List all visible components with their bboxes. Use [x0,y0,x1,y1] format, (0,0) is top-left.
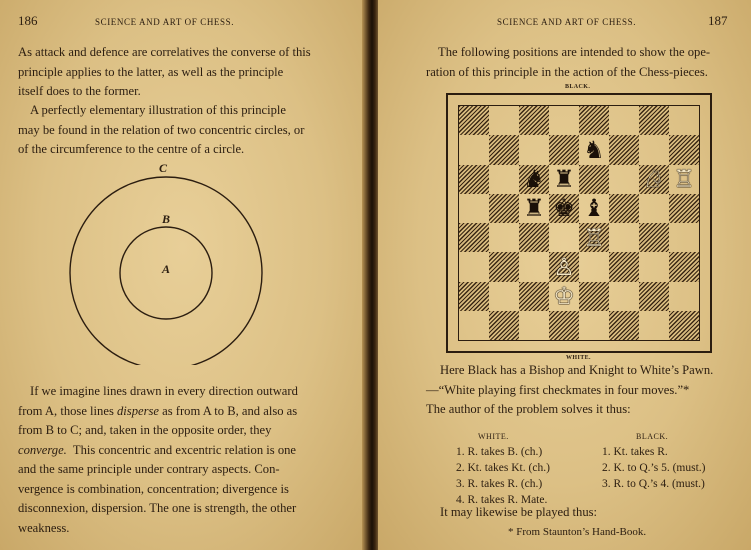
board-square [579,252,609,281]
move-white: 3. R. takes R. (ch.) [456,478,543,490]
board-square [669,252,699,281]
board-square [639,282,669,311]
piece-glyph: ♙ [553,252,575,281]
board-square [579,165,609,194]
board-square [519,311,549,340]
board-square [669,165,699,194]
moves-header-black: BLACK. [636,432,669,441]
board-square [459,194,489,223]
label-a: A [162,262,171,276]
piece-glyph: ♞ [523,165,545,194]
board-square [579,194,609,223]
black-chess-piece [523,165,545,194]
piece-glyph: ♝ [583,194,605,223]
board-square [639,165,669,194]
closing-line: It may likewise be played thus: [440,505,598,519]
board-square [549,311,579,340]
board-square [609,194,639,223]
move-black: 3. R. to Q.’s 4. (must.) [602,478,705,490]
black-chess-piece [583,135,605,164]
running-head: SCIENCE AND ART OF CHESS. [497,17,637,27]
move-white: 1. R. takes B. (ch.) [456,446,543,458]
board-square [489,252,519,281]
black-chess-piece [553,165,575,194]
board-square [609,106,639,135]
paragraph-1: As attack and defence are correlatives the converse of this principle applies to the latter, as well as the principle itself does to the former. [18,45,311,98]
board-square [639,252,669,281]
board-square [459,311,489,340]
board-square [579,223,609,252]
board-label-white: WHITE. [566,355,591,361]
label-c: C [159,161,168,175]
board-square [639,311,669,340]
board-square [459,252,489,281]
board-square [549,165,579,194]
page-number: 187 [708,13,728,28]
moves-header-white: WHITE. [478,432,509,441]
board-square [519,223,549,252]
footnote: * From Staunton’s Hand-Book. [508,526,647,538]
board-square [549,135,579,164]
move-white: 2. Kt. takes Kt. (ch.) [456,462,550,474]
board-square [519,135,549,164]
after-board-text: Here Black has a Bishop and Knight to White’s Pawn. —“White playing first checkmates in four moves.”* The author of the problem solves it thus: [426,363,714,416]
chess-board [458,105,700,341]
board-square [519,194,549,223]
board-square [579,311,609,340]
board-square [519,106,549,135]
board-square [459,165,489,194]
board-square [489,311,519,340]
board-square [549,252,579,281]
board-square [489,282,519,311]
move-black: 2. K. to Q.’s 5. (must.) [602,462,706,474]
white-chess-piece [553,252,575,281]
board-square [579,282,609,311]
board-square [609,165,639,194]
board-square [519,252,549,281]
board-square [609,311,639,340]
paragraph-2: A perfectly elementary illustration of this principle may be found in the relation of two concentric circles, or of the circumference to the centre of a circle. [18,103,305,156]
black-chess-piece [583,194,605,223]
white-chess-piece [673,165,695,194]
black-chess-piece [523,194,545,223]
white-chess-piece [643,165,665,194]
page-number: 186 [18,13,38,28]
board-square [459,135,489,164]
board-square [549,223,579,252]
board-square [639,106,669,135]
board-square [549,106,579,135]
board-square [489,165,519,194]
board-square [669,311,699,340]
board-square [489,135,519,164]
piece-glyph: ♖ [583,223,605,252]
board-square [669,106,699,135]
board-square [579,106,609,135]
board-square [639,135,669,164]
board-square [609,282,639,311]
board-square [459,282,489,311]
board-square [549,282,579,311]
board-square [459,223,489,252]
move-black: 1. Kt. takes R. [602,446,668,458]
board-square [519,165,549,194]
board-square [549,194,579,223]
piece-glyph: ♖ [673,165,695,194]
label-b: B [162,212,171,226]
board-square [519,282,549,311]
board-square [609,135,639,164]
board-square [459,106,489,135]
piece-glyph: ♞ [583,135,605,164]
piece-glyph: ♜ [523,194,545,223]
left-page [0,0,366,550]
board-square [489,194,519,223]
running-head: SCIENCE AND ART OF CHESS. [95,17,235,27]
board-square [489,223,519,252]
board-square [669,223,699,252]
paragraph-3: If we imagine lines drawn in every direction outward from A, those lines disperse as from A to B, and also as from B to C; and, taken in the opposite order, they converge. This concentric and excentric relation is one and the same principle under contrary aspects. Con- vergence is combination, concentration; divergence is disconnexion, dispersion. The one is strength, the other weakness. [18,384,298,535]
white-chess-piece [583,223,605,252]
black-chess-piece [553,194,575,223]
move-white: 4. R. takes R. Mate. [456,494,548,506]
piece-glyph: ♚ [553,194,575,223]
board-label-black: BLACK. [565,84,591,90]
board-square [579,135,609,164]
board-square [609,223,639,252]
board-square [669,135,699,164]
piece-glyph: ♜ [553,165,575,194]
white-chess-piece [553,282,575,311]
board-square [639,194,669,223]
piece-glyph: ♔ [553,282,575,311]
piece-glyph: ♘ [643,165,665,194]
board-square [489,106,519,135]
board-square [669,282,699,311]
board-square [669,194,699,223]
board-square [639,223,669,252]
intro-paragraph: The following positions are intended to show the ope- ration of this principle in the action of the Chess-pieces. [426,45,711,79]
board-square [609,252,639,281]
